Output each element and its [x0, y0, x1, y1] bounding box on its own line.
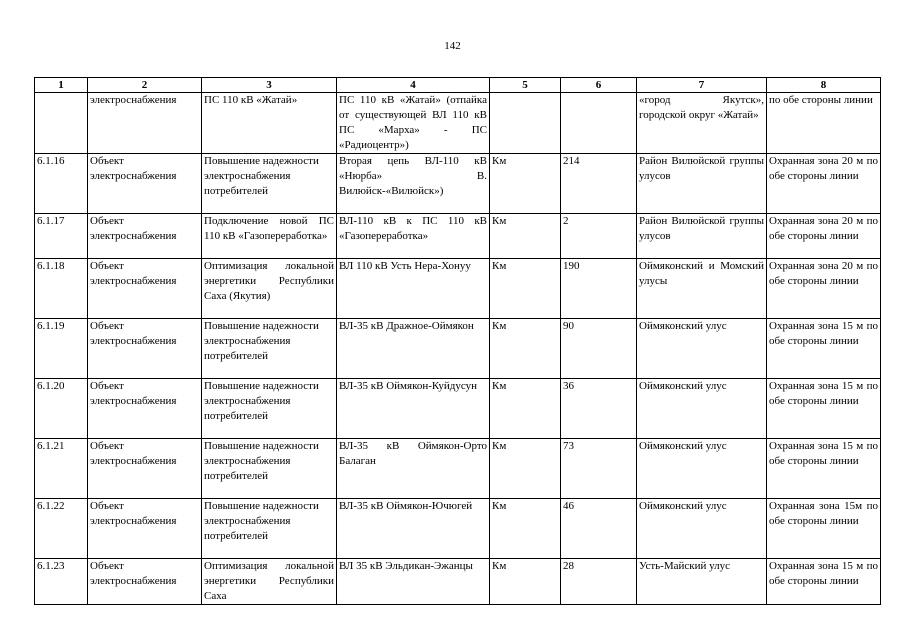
cell-type: Объект электроснабжения	[88, 379, 202, 439]
table-row	[35, 154, 881, 214]
cell-location: Район Вилюйской группы улусов	[637, 214, 767, 259]
cell-num: 6.1.20	[35, 379, 88, 439]
cell-purpose: ПС 110 кВ «Жатай»	[202, 93, 337, 154]
cell-num: 6.1.22	[35, 499, 88, 559]
cell-type: Объект электроснабжения	[88, 439, 202, 499]
header-col-4: 4	[337, 78, 490, 93]
cell-name: ПС 110 кВ «Жатай» (отпайка от существующей ВЛ 110 кВ ПС «Марха» - ПС «Радиоцентр»)	[337, 93, 490, 154]
cell-purpose	[202, 559, 337, 605]
cell-purpose: Повышение надежности электроснабжения потребителей	[202, 154, 337, 214]
cell-type: электроснабжения	[88, 93, 202, 154]
cell-purpose: Повышение надежности электроснабжения потребителей	[202, 319, 337, 379]
cell-name: Вторая цепь ВЛ-110 кВ «Нюрба» В. Вилюйск-«Вилюйск»)	[337, 154, 490, 214]
table-row	[35, 379, 881, 439]
cell-zone: Охранная зона 20 м по обе стороны линии	[767, 154, 881, 214]
cell-purpose-text: Оптимизация локальной энергетики Республики Саха	[204, 560, 334, 602]
cell-num: 6.1.17	[35, 214, 88, 259]
header-col-7: 7	[637, 78, 767, 93]
cell-zone: Охранная зона 20 м по обе стороны линии	[767, 214, 881, 259]
header-col-6: 6	[561, 78, 637, 93]
cell-zone: Охранная зона 20 м по обе стороны линии	[767, 259, 881, 319]
cell-zone: Охранная зона 15 м по обе стороны линии	[767, 559, 881, 605]
cell-purpose: Повышение надежности электроснабжения потребителей	[202, 379, 337, 439]
cell-zone: Охранная зона 15 м по обе стороны линии	[767, 379, 881, 439]
cell-type: Объект электроснабжения	[88, 259, 202, 319]
cell-unit: Км	[490, 439, 561, 499]
cell-type: Объект электроснабжения	[88, 319, 202, 379]
header-col-2: 2	[88, 78, 202, 93]
header-col-5: 5	[490, 78, 561, 93]
table-row	[35, 499, 881, 559]
header-col-3: 3	[202, 78, 337, 93]
table-row	[35, 214, 881, 259]
cell-location: Усть-Майский улус	[637, 559, 767, 605]
cell-type: Объект электроснабжения	[88, 559, 202, 605]
cell-value: 73	[561, 439, 637, 499]
cell-name: ВЛ 110 кВ Усть Нера-Хонуу	[337, 259, 490, 319]
cell-name: ВЛ-110 кВ к ПС 110 кВ «Газопереработка»	[337, 214, 490, 259]
cell-num	[35, 93, 88, 154]
header-col-1: 1	[35, 78, 88, 93]
table-row	[35, 319, 881, 379]
cell-num: 6.1.23	[35, 559, 88, 605]
cell-value: 46	[561, 499, 637, 559]
cell-value: 214	[561, 154, 637, 214]
cell-unit: Км	[490, 214, 561, 259]
cell-value: 90	[561, 319, 637, 379]
cell-num: 6.1.16	[35, 154, 88, 214]
table-row	[35, 439, 881, 499]
cell-unit	[490, 93, 561, 154]
cell-location: Оймяконский улус	[637, 499, 767, 559]
page-number: 142	[444, 40, 461, 52]
header-col-8: 8	[767, 78, 881, 93]
cell-location: Оймяконский улус	[637, 319, 767, 379]
table-row	[35, 259, 881, 319]
cell-zone: Охранная зона 15 м по обе стороны линии	[767, 319, 881, 379]
cell-location: Оймяконский и Момский улусы	[637, 259, 767, 319]
cell-zone: по обе стороны линии	[767, 93, 881, 154]
cell-num: 6.1.18	[35, 259, 88, 319]
cell-num: 6.1.21	[35, 439, 88, 499]
cell-name: ВЛ-35 кВ Оймякон-Ючюгей	[337, 499, 490, 559]
cell-location: Оймяконский улус	[637, 379, 767, 439]
cell-unit: Км	[490, 319, 561, 379]
objects-table	[34, 77, 881, 605]
cell-purpose: Повышение надежности электроснабжения потребителей	[202, 439, 337, 499]
cell-value: 2	[561, 214, 637, 259]
cell-unit: Км	[490, 379, 561, 439]
cell-value: 36	[561, 379, 637, 439]
table-row	[35, 93, 881, 154]
cell-name: ВЛ-35 кВ Оймякон-Куйдусун	[337, 379, 490, 439]
cell-num: 6.1.19	[35, 319, 88, 379]
cell-value	[561, 93, 637, 154]
cell-purpose: Повышение надежности электроснабжения потребителей	[202, 499, 337, 559]
cell-name: ВЛ 35 кВ Эльдикан-Эжанцы	[337, 559, 490, 605]
cell-type: Объект электроснабжения	[88, 154, 202, 214]
cell-zone: Охранная зона 15м по обе стороны линии	[767, 499, 881, 559]
cell-location: «город Якутск», городской округ «Жатай»	[637, 93, 767, 154]
cell-zone: Охранная зона 15 м по обе стороны линии	[767, 439, 881, 499]
cell-value: 28	[561, 559, 637, 605]
cell-name: ВЛ-35 кВ Оймякон-Орто Балаган	[337, 439, 490, 499]
cell-unit: Км	[490, 559, 561, 605]
cell-type: Объект электроснабжения	[88, 214, 202, 259]
cell-location: Район Вилюйской группы улусов	[637, 154, 767, 214]
cell-unit: Км	[490, 259, 561, 319]
cell-purpose: Оптимизация локальной энергетики Республики Саха (Якутия)	[202, 259, 337, 319]
cell-location: Оймяконский улус	[637, 439, 767, 499]
cell-unit: Км	[490, 499, 561, 559]
cell-purpose: Подключение новой ПС 110 кВ «Газопереработка»	[202, 214, 337, 259]
table-header-row	[35, 78, 881, 93]
cell-value: 190	[561, 259, 637, 319]
cell-type: Объект электроснабжения	[88, 499, 202, 559]
table-row	[35, 559, 881, 605]
cell-unit: Км	[490, 154, 561, 214]
cell-name: ВЛ-35 кВ Дражное-Оймякон	[337, 319, 490, 379]
